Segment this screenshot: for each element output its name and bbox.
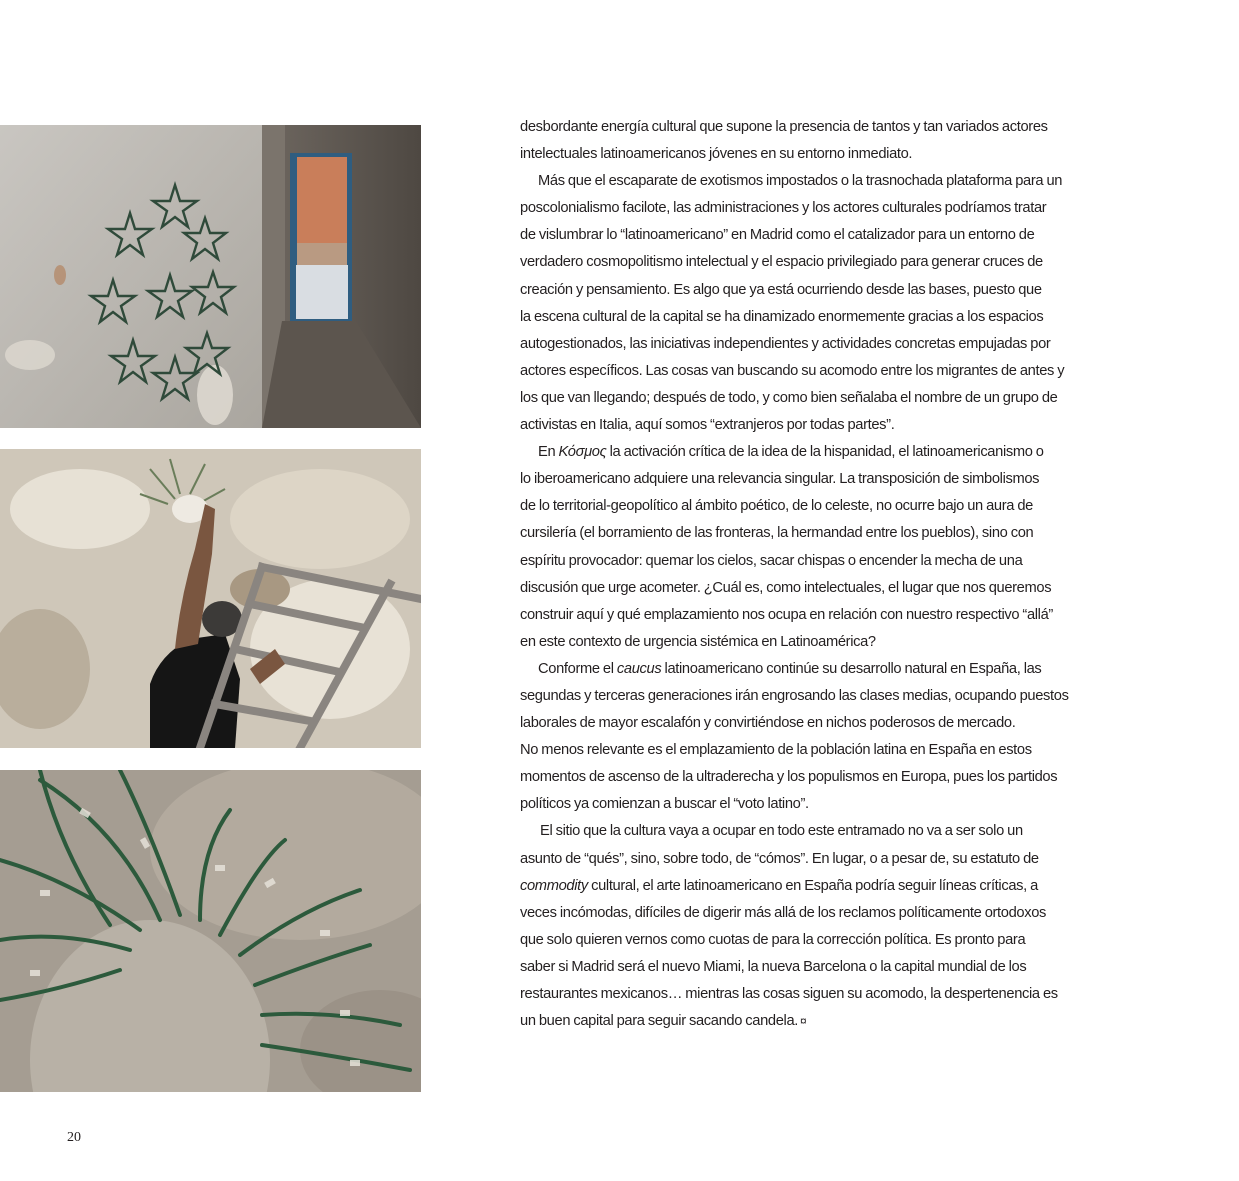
text-run: un buen capital para seguir sacando candela. [520, 1013, 799, 1030]
text-line: momentos de ascenso de la ultraderecha y los populismos en Europa, pues los partidos [520, 769, 1058, 786]
paragraph-1 [520, 114, 1116, 168]
text-line: de vislumbrar lo “latinoamericano” en Madrid como el catalizador para un entorno de [520, 227, 1035, 244]
text-line: construir aquí y qué emplazamiento nos ocupa en relación con nuestro respectivo “allá” [520, 606, 1053, 623]
text-line: No menos relevante es el emplazamiento de la población latina en España en estos [520, 742, 1032, 759]
text-line [520, 873, 1116, 900]
text-line: desbordante energía cultural que supone la presencia de tantos y tan variados actores [520, 119, 1048, 135]
italic-term: Κόσμος [558, 444, 607, 461]
text-line: espíritu provocador: quemar los cielos, sacar chispas o encender la mecha de una [520, 552, 1023, 569]
text-line: Más que el escaparate de exotismos impostados o la trasnochada plataforma para un [538, 173, 1063, 190]
text-line: cursilería (el borramiento de las fronteras, la hermandad entre los pueblos), sino con [520, 525, 1034, 542]
text-line [520, 439, 1116, 466]
text-run: la activación crítica de la idea de la hispanidad, el latinoamericanismo o [606, 444, 1044, 461]
text-line: la escena cultural de la capital se ha dinamizado enormemente gracias a los espacios [520, 308, 1044, 325]
wall-stars-image [0, 125, 421, 428]
text-line: lo iberoamericano adquiere una relevancia singular. La transposición de simbolismos [520, 471, 1040, 488]
text-line: de lo territorial-geopolítico al ámbito poético, de lo celeste, no ocurre bajo un aura de [520, 498, 1033, 515]
sunburst-detail-image [0, 770, 421, 1092]
text-line: poscolonialismo facilote, las administraciones y los actores culturales podríamos tratar [520, 200, 1047, 217]
text-line: veces incómodas, difíciles de digerir más allá de los reclamos políticamente ortodoxos [520, 904, 1047, 921]
text-line: asunto de “qués”, sino, sobre todo, de “cómos”. En lugar, o a pesar de, su estatuto de [520, 850, 1039, 867]
text-run: cultural, el arte latinoamericano en España podría seguir líneas críticas, a [587, 877, 1038, 894]
text-line [520, 656, 1116, 683]
paragraph-4 [520, 656, 1116, 819]
photo-sunburst-detail [0, 770, 421, 1092]
text-line: que solo quieren vernos como cuotas de para la corrección política. Es pronto para [520, 931, 1026, 948]
text-line [520, 1008, 1116, 1035]
text-line: discusión que urge acometer. ¿Cuál es, como intelectuales, el lugar que nos queremos [520, 579, 1052, 596]
paragraph-2 [520, 168, 1116, 439]
photo-wall-stars [0, 125, 421, 428]
text-line: laborales de mayor escalafón y convirtiéndose en nichos poderosos de mercado. [520, 715, 1016, 732]
text-line: intelectuales latinoamericanos jóvenes en su entorno inmediato. [520, 146, 913, 163]
artist-ladder-image [0, 449, 421, 748]
article-body [520, 114, 1116, 1035]
text-line: El sitio que la cultura vaya a ocupar en todo este entramado no va a ser solo un [540, 823, 1023, 840]
italic-term: caucus [616, 660, 662, 677]
text-run: latinoamericano continúe su desarrollo natural en España, las [661, 660, 1042, 677]
end-of-article-mark: ¤ [800, 1014, 807, 1029]
text-line: activistas en Italia, aquí somos “extranjeros por todas partes”. [520, 417, 895, 434]
text-line: políticos ya comienzan a buscar el “voto latino”. [520, 796, 809, 813]
italic-term: commodity [520, 877, 588, 894]
text-line: restaurantes mexicanos… mientras las cosas siguen su acomodo, la despertenencia es [520, 986, 1058, 1002]
paragraph-3 [520, 439, 1116, 656]
text-run: En [538, 444, 559, 461]
text-line: creación y pensamiento. Es algo que ya está ocurriendo desde las bases, puesto que [520, 281, 1042, 298]
text-line: segundas y terceras generaciones irán engrosando las clases medias, ocupando puestos [520, 687, 1069, 704]
text-line: los que van llegando; después de todo, y como bien señalaba el nombre de un grupo de [520, 389, 1058, 406]
photo-artist-ladder [0, 449, 421, 748]
text-run: Conforme el [538, 660, 617, 677]
text-line: verdadero cosmopolitismo intelectual y el espacio privilegiado para generar cruces de [520, 254, 1043, 271]
text-line: saber si Madrid será el nuevo Miami, la nueva Barcelona o la capital mundial de los [520, 958, 1027, 975]
paragraph-5 [520, 818, 1116, 1035]
text-line: actores específicos. Las cosas van buscando su acomodo entre los migrantes de antes y [520, 362, 1065, 379]
text-line: autogestionados, las iniciativas independientes y actividades concretas empujadas por [520, 335, 1051, 352]
page-number: 20 [67, 1130, 81, 1145]
text-line: en este contexto de urgencia sistémica en Latinoamérica? [520, 633, 876, 650]
